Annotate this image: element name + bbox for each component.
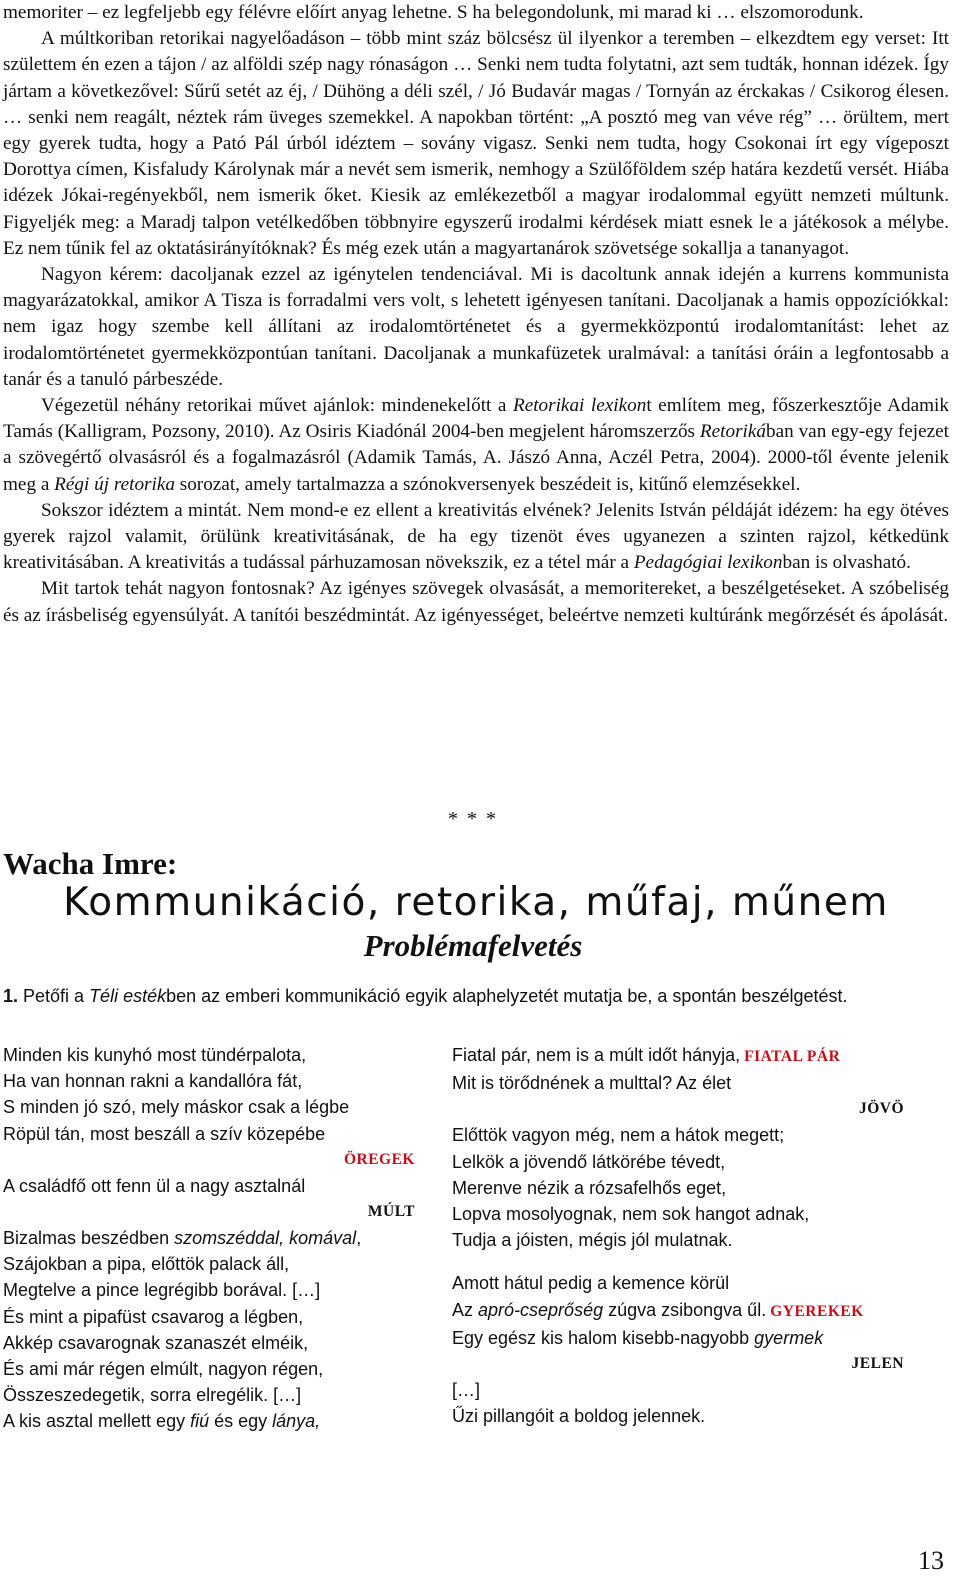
poem-line: Előttök vagyon még, nem a hátok megett;: [452, 1125, 785, 1146]
poem-line: Röpül tán, most beszáll a szív közepébe: [3, 1123, 326, 1144]
poem-right-column: [452, 1042, 904, 1429]
poem-line: Összeszedegetik, sorra elregélik. […]: [3, 1385, 302, 1406]
poem-line: Megtelve a pince legrégibb borával. […]: [3, 1280, 321, 1301]
poem-line: Lelkök a jövendő látkörébe tévedt,: [452, 1151, 726, 1172]
poem-line: A kis asztal mellett egy fiú és egy lánya,: [3, 1411, 321, 1432]
poem-line: Űzi pillangóit a boldog jelennek.: [452, 1406, 706, 1427]
page-number: 13: [918, 1546, 944, 1575]
paragraph: Sokszor idéztem a mintát. Nem mond-e ez ellent a kreativitás elvének? Jelenits István példáját idézem: ha egy ötéves gyerek rajzol valamit, örülünk kreativitásának, de ha egy tizenöt éves ugyanezen a szinten rajzol, kétkedünk kreativitásában. A kreativitás a tudással párhuzamosan növekszik, ez a tétel már a Pedagógiai lexikonban is olvasható.: [3, 499, 949, 574]
poem-line: Az apró-cseprőség zúgva zsibongva űl. GYEREKEK: [452, 1299, 864, 1320]
poem-line: Bizalmas beszédben szomszéddal, komával,: [3, 1228, 362, 1249]
annotation-tag: ÖREGEK: [343, 1150, 415, 1168]
poem-left-column: [3, 1042, 415, 1435]
article-author: Wacha Imre:: [3, 846, 178, 881]
annotation-tag: GYEREKEK: [770, 1302, 864, 1320]
paragraph: Nagyon kérem: dacoljanak ezzel az igénytelen tendenciával. Mi is dacoltunk annak idején a kurrens kommunista magyarázatokkal, amikor A Tisza is forradalmi vers volt, s lehetett igényesen tanítani. Dacoljanak a hamis oppozíciókkal: nem igaz hogy szembe kell állítani az irodalomtörténetet és a gyermekközpontú irodalomtanítást: lehet az irodalomtörténetet gyermekközpontúan tanítani. Dacoljanak a munkafüzetek uralmával: a tanítási óráin a legfontosabb a tanár és a tanuló párbeszéde.: [3, 264, 949, 390]
poem-line: Lopva mosolyognak, nem sok hangot adnak,: [452, 1204, 810, 1225]
poem-line: S minden jó szó, mely máskor csak a légbe: [3, 1097, 350, 1118]
poem-line: Amott hátul pedig a kemence körül: [452, 1273, 730, 1294]
poem-line: És ami már régen elmúlt, nagyon régen,: [3, 1359, 324, 1380]
paragraph: Végezetül néhány retorikai művet ajánlok: mindenekelőtt a Retorikai lexikont említem meg, főszerkesztője Adamik Tamás (Kalligram, Pozsony, 2010). Az Osiris Kiadónál 2004-ben megjelent háromszerzős Retorikában van egy-egy fejezet a szövegértő olvasásról és a fogalmazásról (Adamik Tamás, A. Jászó Anna, Aczél Petra, 2004). 2000-től évente jelenik meg a Régi új retorika sorozat, amely tartalmazza a szónokversenyek beszédeit is, kitűnő elemzésekkel.: [3, 395, 949, 495]
poem-line: Akkép csavarognak szanaszét elméik,: [3, 1332, 309, 1353]
poem-line: Egy egész kis halom kisebb-nagyobb gyermek: [452, 1327, 824, 1348]
article-subtitle: Problémafelvetés: [363, 928, 583, 963]
poem-line: A családfő ott fenn ül a nagy asztalnál: [3, 1175, 306, 1196]
stanza-gap: [452, 1253, 904, 1270]
annotation-tag: FIATAL PÁR: [744, 1048, 841, 1065]
paragraph: memoriter – ez legfeljebb egy félévre előírt anyag lehetne. S ha belegondolunk, mi marad ki … elszomorodunk.: [3, 2, 864, 23]
poem-line: És mint a pipafüst csavarog a légben,: [3, 1306, 304, 1327]
poem-line: Minden kis kunyhó most tündérpalota,: [3, 1045, 307, 1065]
poem-line: Mit is törődnének a multtal? Az élet: [452, 1073, 732, 1094]
poem-line: […]: [452, 1380, 481, 1401]
poem-line: Ha van honnan rakni a kandallóra fát,: [3, 1071, 303, 1092]
section-separator: * * *: [448, 808, 498, 830]
annotation-tag: JELEN: [851, 1355, 904, 1373]
problem-statement: 1. Petőfi a Téli estékben az emberi kommunikáció egyik alaphelyzetét mutatja be, a spontán beszélgetést.: [3, 986, 848, 1006]
poem-line: Merenve nézik a rózsafelhős eget,: [452, 1177, 727, 1198]
article-title: Kommunikáció, retorika, műfaj, műnem: [63, 880, 889, 925]
paragraph: Mit tartok tehát nagyon fontosnak? Az igényes szövegek olvasását, a memoritereket, a beszélgetéseket. A szóbeliség és az írásbeliség egyensúlyát. A tanítói beszédmintát. Az igényességet, beleértve nemzeti kultúránk megőrzését és ápolását.: [3, 578, 949, 626]
poem-line: Szájokban a pipa, előttök palack áll,: [3, 1254, 290, 1275]
body-text: [3, 0, 949, 629]
annotation-tag: MÚLT: [367, 1203, 415, 1221]
poem-line: Tudja a jóisten, mégis jól mulatnak.: [452, 1230, 733, 1251]
paragraph: A múltkoriban retorikai nagyelőadáson – több mint száz bölcsész ül ilyenkor a teremben – elkezdtem egy verset: Itt születtem én ezen a tájon / az alföldi szép nagy rónaságon … Senki nem tudta folytatni, azt sem tudták, honnan idézek. Így jártam a következővel: Sűrű setét az éj, / Dühöng a déli szél, / Jó Budavár magas / Tornyán az érckakas / Csikorog élesen. … senki nem reagált, néztek rám üveges szemekkel. A napokban történt: „A posztó meg van véve rég” … örültem, mert egy gyerek tudta, hogy a Pató Pál úrból idéztem – sovány vigasz. Senki nem tudta, hogy Csokonai írt egy vígeposzt Dorottya címen, Kisfaludy Károlynak már a nevét sem ismerik, nemhogy a Szülőföldem szép határa kezdetű versét. Hiába idézek Jókai-regényekből, nem ismerik őket. Kiesik az emlékezetből a magyar irodalommal együtt nemzeti múltunk. Figyeljék meg: a Maradj talpon vetélkedőben többnyire egyszerű irodalmi kérdések miatt esnek le a játékosok a mélybe. Ez nem tűnik fel az oktatásirányítóknak? És még ezek után a magyartanárok szövetsége sokallja a tananyagot.: [3, 28, 949, 259]
poem-line: Fiatal pár, nem is a múlt időt hányja, FIATAL PÁR: [452, 1045, 841, 1065]
annotation-tag: JÖVÖ: [858, 1100, 904, 1118]
